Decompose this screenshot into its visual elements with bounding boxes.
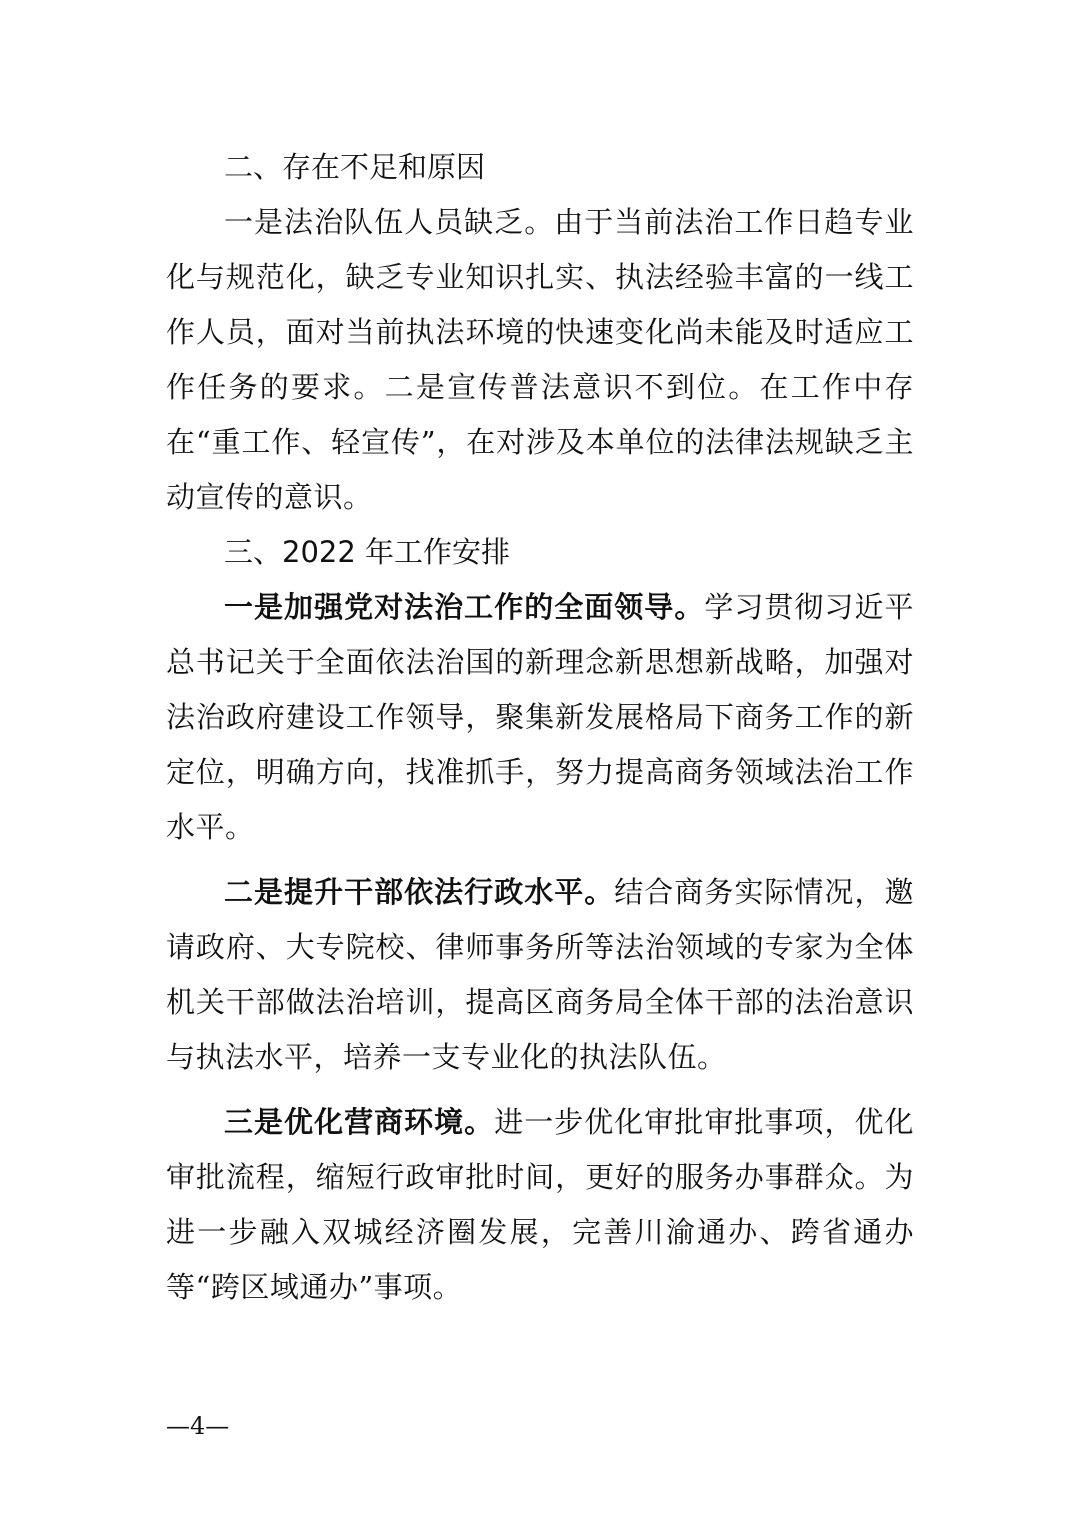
page-number: —4— [166,1412,230,1440]
plan-item-3-body: 进一步优化审批审批事项，优化审批流程，缩短行政审批时间，更好的服务办事群众。为进一步融入双城经济圈发展，完善川渝通办、跨省通办等“跨区域通办”事项。 [166,1105,914,1304]
plan-item-1-body: 学习贯彻习近平总书记关于全面依法治国的新理念新思想新战略，加强对法治政府建设工作领导，聚集新发展格局下商务工作的新定位，明确方向，找准抓手，努力提高商务领域法治工作水平。 [166,590,914,844]
plan-item-2-body: 结合商务实际情况，邀请政府、大专院校、律师事务所等法治领域的专家为全体机关干部做法治培训，提高区商务局全体干部的法治意识与执法水平，培养一支专业化的执法队伍。 [166,875,914,1074]
section-heading-2022-plan: 三、2022 年工作安排 [224,535,511,569]
plan-item-3 [166,1095,914,1315]
shortcomings-paragraph: 一是法治队伍人员缺乏。由于当前法治工作日趋专业化与规范化，缺乏专业知识扎实、执法经验丰富的一线工作人员，面对当前执法环境的快速变化尚未能及时适应工作任务的要求。二是宣传普法意识不到位。在工作中存在“重工作、轻宣传”，在对涉及本单位的法律法规缺乏主动宣传的意识。 [166,205,914,514]
plan-item-1-lead: 一是加强党对法治工作的全面领导。 [224,590,705,624]
plan-item-1 [166,580,914,855]
document-body [166,140,914,1315]
section-heading-shortcomings: 二、存在不足和原因 [224,150,486,184]
plan-item-2-lead: 二是提升干部依法行政水平。 [224,875,615,909]
plan-item-3-lead: 三是优化营商环境。 [224,1105,495,1139]
plan-item-2 [166,865,914,1085]
